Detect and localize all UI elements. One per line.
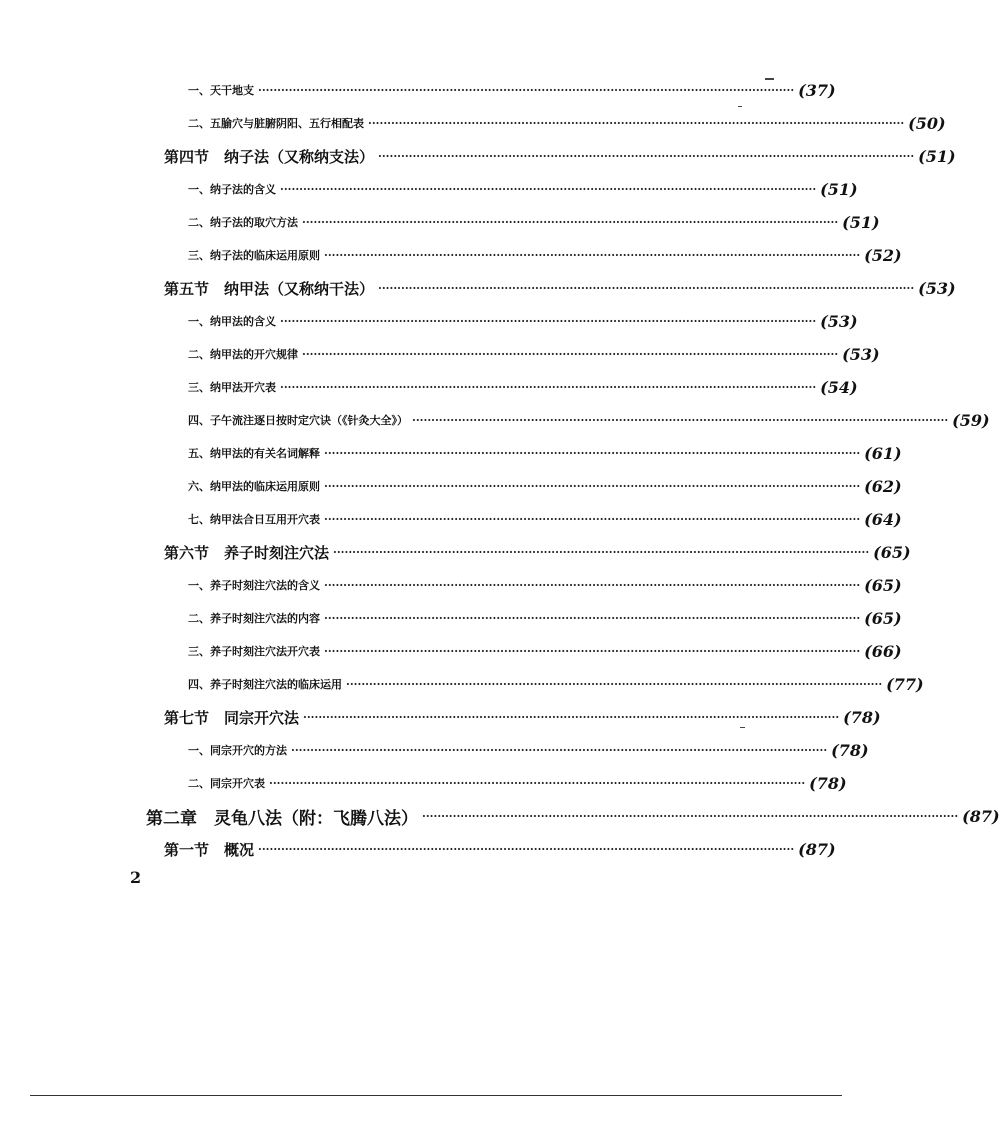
toc-leader-dots: ············································································································································ [346, 677, 883, 691]
toc-entry-label: 第一节 概况 [164, 840, 255, 859]
toc-entry-label: 六、纳甲法的临床运用原则 [188, 480, 320, 493]
toc-entry-label: 二、纳甲法的开穴规律 [188, 348, 298, 361]
toc-entry-page: (87) [962, 806, 1000, 826]
toc-entry-label: 二、同宗开穴表 [188, 777, 265, 790]
toc-entry-label: 第六节 养子时刻注穴法 [164, 543, 330, 562]
toc-entry [164, 276, 956, 300]
toc-entry-label: 二、纳子法的取穴方法 [188, 216, 298, 229]
toc-entry-page: (54) [820, 377, 858, 397]
toc-leader-dots: ············································································································································ [324, 446, 861, 460]
toc-entry-label: 三、纳甲法开穴表 [188, 381, 276, 394]
scan-speck [740, 727, 745, 728]
bottom-rule [30, 1095, 842, 1096]
toc-entry [164, 540, 911, 564]
toc-leader-dots: ············································································································································ [258, 842, 795, 856]
toc-entry-page: (78) [843, 707, 881, 727]
toc-leader-dots: ············································································································································ [291, 743, 828, 757]
toc-entry-label: 一、同宗开穴的方法 [188, 744, 287, 757]
toc-leader-dots: ············································································································································ [422, 809, 959, 823]
toc-entry-label: 三、养子时刻注穴法开穴表 [188, 645, 320, 658]
toc-entry [188, 606, 902, 630]
toc-entry-label: 第四节 纳子法（又称纳支法） [164, 147, 375, 166]
toc-entry-label: 第五节 纳甲法（又称纳干法） [164, 279, 375, 298]
toc-entry-page: (61) [864, 443, 902, 463]
toc-entry [188, 672, 924, 696]
toc-entry-page: (59) [952, 410, 990, 430]
toc-entry-page: (65) [864, 575, 902, 595]
toc-entry [188, 771, 847, 795]
toc-entry [164, 705, 881, 729]
toc-entry [188, 111, 946, 135]
toc-entry-page: (37) [798, 80, 836, 100]
toc-entry-label: 二、养子时刻注穴法的内容 [188, 612, 320, 625]
toc-entry [188, 78, 836, 102]
toc-entry [188, 474, 902, 498]
toc-entry-page: (52) [864, 245, 902, 265]
toc-entry [164, 144, 956, 168]
toc-entry [188, 342, 880, 366]
toc-leader-dots: ············································································································································ [324, 248, 861, 262]
toc-entry-label: 一、养子时刻注穴法的含义 [188, 579, 320, 592]
toc-leader-dots: ············································································································································ [324, 479, 861, 493]
toc-leader-dots: ············································································································································ [324, 644, 861, 658]
toc-entry-page: (53) [820, 311, 858, 331]
toc-entry-page: (62) [864, 476, 902, 496]
toc-entry [188, 639, 902, 663]
toc-leader-dots: ············································································································································ [378, 281, 915, 295]
toc-entry-page: (78) [809, 773, 847, 793]
toc-entry [188, 243, 902, 267]
toc-entry [188, 375, 858, 399]
toc-entry-page: (87) [798, 839, 836, 859]
toc-leader-dots: ············································································································································ [302, 215, 839, 229]
toc-leader-dots: ············································································································································ [412, 413, 949, 427]
toc-entry [188, 210, 880, 234]
toc-leader-dots: ············································································································································ [280, 314, 817, 328]
toc-entry-label: 二、五腧穴与脏腑阴阳、五行相配表 [188, 117, 364, 130]
toc-entry-label: 四、子午流注逐日按时定穴诀（《针灸大全》） [188, 414, 408, 427]
toc-entry [188, 441, 902, 465]
toc-leader-dots: ············································································································································ [324, 578, 861, 592]
toc-entry-page: (77) [886, 674, 924, 694]
toc-entry [188, 309, 858, 333]
toc-leader-dots: ············································································································································ [333, 545, 870, 559]
toc-entry-label: 三、纳子法的临床运用原则 [188, 249, 320, 262]
toc-entry [188, 738, 869, 762]
toc-entry-label: 四、养子时刻注穴法的临床运用 [188, 678, 342, 691]
toc-entry-page: (78) [831, 740, 869, 760]
toc-leader-dots: ············································································································································ [280, 380, 817, 394]
toc-leader-dots: ············································································································································ [303, 710, 840, 724]
toc-entry-page: (64) [864, 509, 902, 529]
toc-entry [164, 837, 836, 861]
toc-entry-page: (51) [842, 212, 880, 232]
toc-entry-page: (53) [842, 344, 880, 364]
toc-entry [146, 804, 1000, 829]
toc-entry [188, 573, 902, 597]
toc-entry [188, 408, 990, 432]
toc-leader-dots: ············································································································································ [378, 149, 915, 163]
toc-leader-dots: ············································································································································ [280, 182, 817, 196]
toc-entry-page: (51) [820, 179, 858, 199]
scan-speck [765, 78, 774, 80]
toc-entry-page: (50) [908, 113, 946, 133]
toc-leader-dots: ············································································································································ [269, 776, 806, 790]
toc-entry-page: (51) [918, 146, 956, 166]
toc-entry-label: 第二章 灵龟八法（附：飞腾八法） [146, 808, 418, 829]
toc-entry-label: 五、纳甲法的有关名词解释 [188, 447, 320, 460]
toc-entry [188, 507, 902, 531]
toc-entry-page: (53) [918, 278, 956, 298]
scan-speck [738, 106, 742, 107]
toc-entry-label: 七、纳甲法合日互用开穴表 [188, 513, 320, 526]
toc-entry-page: (66) [864, 641, 902, 661]
toc-entry-label: 一、纳甲法的含义 [188, 315, 276, 328]
toc-entry [188, 177, 858, 201]
toc-entry-page: (65) [873, 542, 911, 562]
toc-leader-dots: ············································································································································ [258, 83, 795, 97]
toc-entry-label: 一、天干地支 [188, 84, 254, 97]
toc-entry-page: (65) [864, 608, 902, 628]
toc-leader-dots: ············································································································································ [324, 512, 861, 526]
page-number: 2 [130, 868, 142, 887]
toc-leader-dots: ············································································································································ [302, 347, 839, 361]
toc-leader-dots: ············································································································································ [324, 611, 861, 625]
toc-leader-dots: ············································································································································ [368, 116, 905, 130]
toc-entry-label: 第七节 同宗开穴法 [164, 708, 300, 727]
toc-entry-label: 一、纳子法的含义 [188, 183, 276, 196]
